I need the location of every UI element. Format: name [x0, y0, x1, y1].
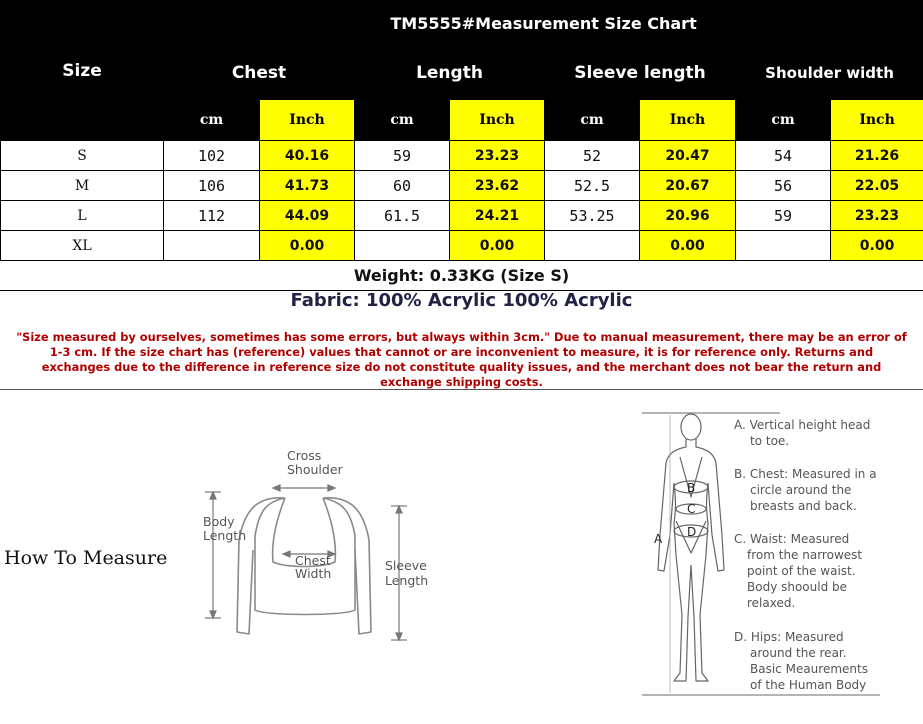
chest-cm-cell: 112: [164, 201, 260, 231]
svg-text:Basic Meaurements: Basic Meaurements: [750, 662, 868, 676]
how-to-measure-label: How To Measure: [4, 547, 168, 569]
chest-cm-cell: [164, 231, 260, 261]
sleeve-inch-cell: 20.47: [640, 141, 736, 171]
body-length-label: Length: [203, 528, 247, 543]
size-cell: S: [1, 141, 164, 171]
svg-text:point of the waist.: point of the waist.: [747, 564, 856, 578]
chest-width-label: Width: [295, 566, 332, 581]
cross-shoulder-label: Cross: [287, 448, 322, 463]
head-icon: [681, 414, 701, 440]
unit-cm-header: cm: [164, 100, 260, 141]
size-cell: M: [1, 171, 164, 201]
svg-text:B. Chest: Measured in a: B. Chest: Measured in a: [734, 467, 877, 481]
unit-cm-header: cm: [736, 100, 831, 141]
shoulder-cm-cell: 54: [736, 141, 831, 171]
sleeve-cm-cell: 53.25: [545, 201, 640, 231]
table-row: [1, 231, 923, 261]
svg-text:Body shoould be: Body shoould be: [747, 580, 848, 594]
svg-text:D. Hips: Measured: D. Hips: Measured: [734, 630, 844, 644]
sleeve-inch-cell: 0.00: [640, 231, 736, 261]
length-cm-cell: [355, 231, 450, 261]
svg-text:C. Waist: Measured: C. Waist: Measured: [734, 532, 850, 546]
body-note-d: [734, 630, 868, 692]
sleeve-length-label: Length: [385, 573, 429, 588]
chest-inch-cell: 44.09: [260, 201, 355, 231]
chest-cm-cell: 106: [164, 171, 260, 201]
unit-cm-header: cm: [545, 100, 640, 141]
svg-text:breasts and back.: breasts and back.: [750, 499, 857, 513]
sleeve-length-label: Sleeve: [385, 558, 427, 573]
table-row: [1, 141, 923, 171]
marker-c: C: [687, 502, 696, 516]
body-note-a: [734, 418, 870, 448]
marker-b: B: [687, 481, 696, 495]
length-inch-cell: 0.00: [450, 231, 545, 261]
sleeve-cm-cell: 52: [545, 141, 640, 171]
svg-text:from the narrowest: from the narrowest: [747, 548, 863, 562]
length-header: Length: [355, 47, 545, 100]
svg-text:relaxed.: relaxed.: [747, 596, 796, 610]
sleeve-cm-cell: [545, 231, 640, 261]
size-cell: XL: [1, 231, 164, 261]
shoulder-inch-cell: 23.23: [831, 201, 923, 231]
length-inch-cell: 23.62: [450, 171, 545, 201]
unit-inch-header: Inch: [260, 100, 355, 141]
size-table: [0, 0, 923, 261]
fabric-line: Fabric: 100% Acrylic 100% Acrylic: [290, 290, 633, 311]
svg-text:circle around the: circle around the: [750, 483, 852, 497]
marker-d: D: [687, 525, 697, 539]
sleeve-inch-cell: 20.96: [640, 201, 736, 231]
length-inch-cell: 24.21: [450, 201, 545, 231]
shoulder-inch-cell: 21.26: [831, 141, 923, 171]
shoulder-width-header: Shoulder width: [736, 47, 923, 100]
shoulder-inch-cell: 0.00: [831, 231, 923, 261]
length-inch-cell: 23.23: [450, 141, 545, 171]
length-cm-cell: 61.5: [355, 201, 450, 231]
size-cell: L: [1, 201, 164, 231]
body-length-label: Body: [203, 514, 235, 529]
sleeve-length-header: Sleeve length: [545, 47, 736, 100]
unit-inch-header: Inch: [640, 100, 736, 141]
section-divider: [0, 389, 923, 390]
chest-inch-cell: 0.00: [260, 231, 355, 261]
chest-width-label: Chest: [295, 553, 331, 568]
table-row: [1, 201, 923, 231]
svg-text:A. Vertical height head: A. Vertical height head: [734, 418, 871, 432]
body-note-b: [734, 467, 877, 513]
body-measure-diagram: [640, 405, 923, 700]
shoulder-inch-cell: 22.05: [831, 171, 923, 201]
unit-cm-header: cm: [355, 100, 450, 141]
svg-text:of the Human Body: of the Human Body: [750, 678, 867, 692]
shoulder-cm-cell: 59: [736, 201, 831, 231]
body-note-c: [734, 532, 862, 610]
length-cm-cell: 59: [355, 141, 450, 171]
shoulder-cm-cell: [736, 231, 831, 261]
table-row: [1, 171, 923, 201]
sleeve-cm-cell: 52.5: [545, 171, 640, 201]
unit-inch-header: Inch: [831, 100, 923, 141]
sleeve-inch-cell: 20.67: [640, 171, 736, 201]
chest-inch-cell: 40.16: [260, 141, 355, 171]
chest-cm-cell: 102: [164, 141, 260, 171]
unit-inch-header: Inch: [450, 100, 545, 141]
measurement-notice: "Size measured by ourselves, sometimes has some errors, but always within 3cm." Due to manual measurement, there may be an error of 1-3 cm. If the size chart has (reference) values that cannot or are inconvenient to measure, it is for reference only. Returns and exchanges due to the difference in reference size do not constitute quality issues, and the merchant does not bear the return and exchange shipping costs.: [16, 330, 907, 389]
chest-inch-cell: 41.73: [260, 171, 355, 201]
cross-shoulder-label: Shoulder: [287, 462, 343, 477]
chest-header: Chest: [164, 47, 355, 100]
size-column-header: Size: [1, 1, 164, 141]
marker-a: A: [654, 532, 663, 546]
garment-measure-diagram: [195, 440, 445, 655]
chart-title: TM5555#Measurement Size Chart: [164, 1, 923, 47]
length-cm-cell: 60: [355, 171, 450, 201]
weight-line: Weight: 0.33KG (Size S): [0, 262, 923, 291]
svg-text:to toe.: to toe.: [750, 434, 790, 448]
svg-text:around the rear.: around the rear.: [750, 646, 847, 660]
shoulder-cm-cell: 56: [736, 171, 831, 201]
